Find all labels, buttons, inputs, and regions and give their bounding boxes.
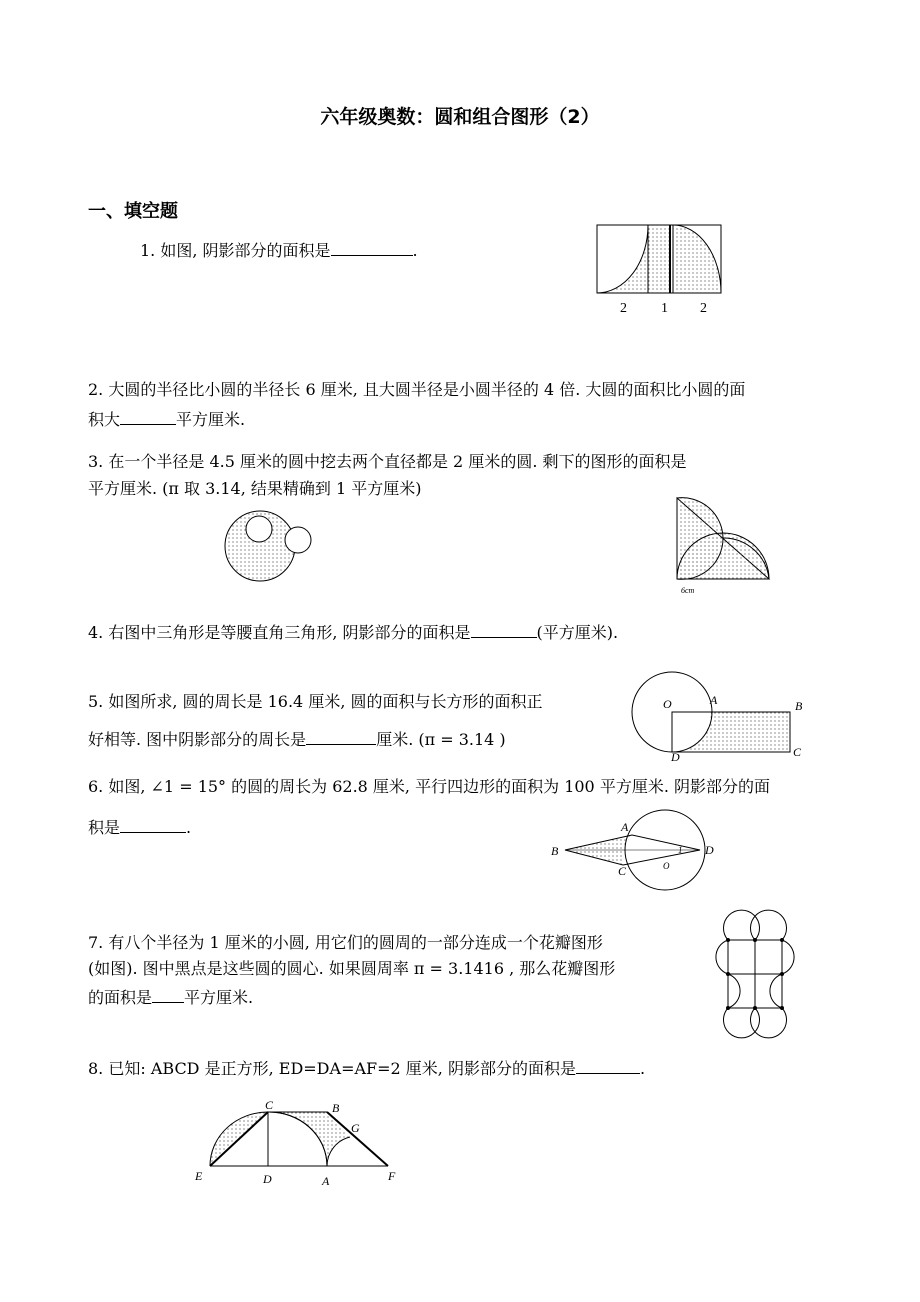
svg-text:O: O (663, 861, 670, 871)
figure-6 (548, 815, 728, 890)
question-3-line-1: 3. 在一个半径是 4.5 厘米的圆中挖去两个直径都是 2 厘米的圆. 剩下的图形的面积是 (88, 452, 687, 471)
svg-text:C: C (793, 745, 802, 759)
svg-text:E: E (195, 1169, 203, 1183)
figure-4 (676, 497, 776, 597)
figure-3 (220, 505, 300, 590)
question-2-line-1: 2. 大圆的半径比小圆的半径长 6 厘米, 且大圆半径是小圆半径的 4 倍. 大圆的面积比小圆的面 (88, 380, 746, 399)
figure-5 (630, 668, 810, 763)
question-1: 1. 如图, 阴影部分的面积是 . (140, 241, 418, 260)
svg-text:F: F (388, 1169, 396, 1183)
question-2-line-2: 积大 平方厘米. (88, 410, 246, 429)
svg-text:O: O (663, 697, 672, 711)
svg-text:D: D (705, 843, 714, 857)
svg-text:B: B (551, 844, 559, 858)
svg-text:C: C (265, 1098, 274, 1112)
svg-text:2: 2 (620, 301, 627, 316)
question-7-line-3: 的面积是 平方厘米. (88, 988, 254, 1007)
svg-text:D: D (263, 1172, 272, 1186)
question-5-line-1: 5. 如图所求, 圆的周长是 16.4 厘米, 圆的面积与长方形的面积正 (88, 692, 543, 711)
figure-7 (710, 918, 802, 1030)
question-4: 4. 右图中三角形是等腰直角三角形, 阴影部分的面积是 (平方厘米). (88, 623, 619, 642)
question-7-line-1: 7. 有八个半径为 1 厘米的小圆, 用它们的圆周的一部分连成一个花瓣图形 (88, 933, 603, 952)
question-3-line-2: 平方厘米. (π 取 3.14, 结果精确到 1 平方厘米) (88, 479, 422, 498)
question-8: 8. 已知: ABCD 是正方形, ED=DA=AF=2 厘米, 阴影部分的面积是 . (88, 1059, 646, 1078)
svg-text:D: D (671, 750, 680, 764)
svg-text:C: C (618, 864, 627, 878)
svg-text:1: 1 (661, 301, 668, 316)
question-5-line-2: 好相等. 图中阴影部分的周长是 厘米. (π = 3.14 ) (88, 730, 506, 749)
figure-8 (195, 1100, 405, 1190)
page-title: 六年级奥数：圆和组合图形（2） (320, 106, 600, 128)
section-heading: 一、填空题 (88, 201, 178, 222)
svg-text:B: B (332, 1101, 340, 1115)
svg-text:2: 2 (700, 301, 707, 316)
svg-text:B: B (795, 699, 803, 713)
question-7-line-2: (如图). 图中黑点是这些圆的圆心. 如果圆周率 π = 3.1416 , 那么花瓣图形 (88, 959, 616, 978)
figure-1 (596, 224, 726, 319)
svg-text:A: A (621, 820, 629, 834)
svg-text:A: A (710, 693, 718, 707)
svg-text:1: 1 (678, 845, 683, 855)
svg-text:6cm: 6cm (681, 586, 695, 595)
question-6-line-1: 6. 如图, ∠1 = 15° 的圆的周长为 62.8 厘米, 平行四边形的面积为 100 平方厘米. 阴影部分的面 (88, 777, 770, 796)
question-6-line-2: 积是 . (88, 818, 192, 837)
svg-text:G: G (351, 1121, 360, 1135)
svg-text:A: A (322, 1174, 330, 1188)
